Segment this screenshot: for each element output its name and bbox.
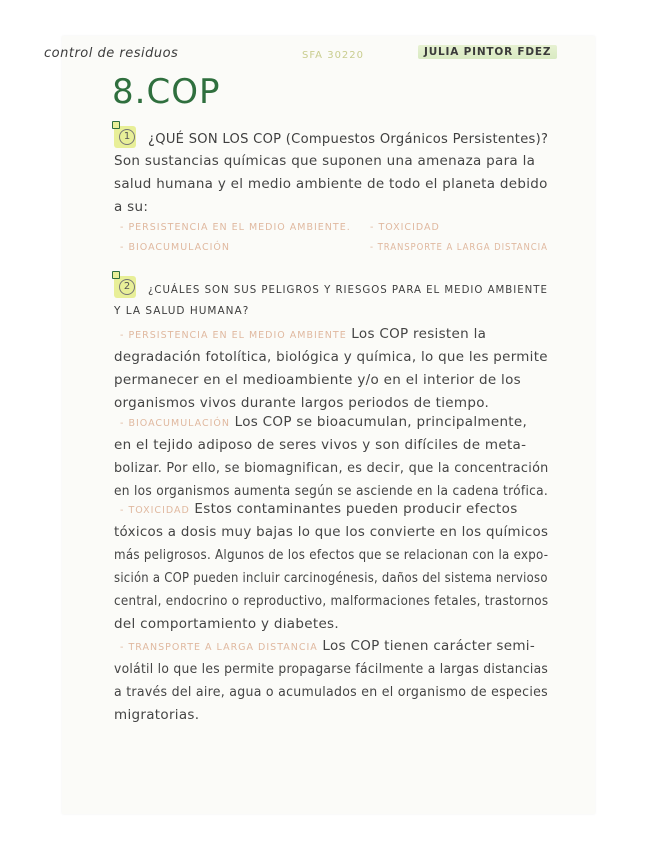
title-number: 8	[112, 72, 135, 112]
bookmark-icon	[112, 121, 120, 129]
paragraph-line: en el tejido adiposo de seres vivos y son difíciles de meta-	[114, 437, 527, 453]
q1-answer-line: a su:	[114, 199, 149, 215]
paragraph-lead	[120, 638, 535, 654]
title-dot: .	[134, 72, 147, 112]
q1-bullet: - TOXICIDAD	[370, 222, 440, 233]
paragraph-line: del comportamiento y diabetes.	[114, 616, 339, 632]
q1-bullet: - BIOACUMULACIÓN	[120, 242, 231, 253]
question-2-title-cont: Y LA SALUD HUMANA?	[114, 305, 250, 317]
paragraph-line: organismos vivos durante largos periodos de tiempo.	[114, 395, 490, 411]
paragraph-line: permanecer en el medioambiente y/o en el interior de los	[114, 372, 521, 388]
question-1-title: ¿QUÉ SON LOS COP (Compuestos Orgánicos Persistentes)?	[148, 131, 549, 147]
question-1-badge	[114, 126, 136, 148]
paragraph-line: a través del aire, agua o acumulados en el organismo de especies	[114, 684, 548, 700]
q1-bullet: - PERSISTENCIA EN EL MEDIO AMBIENTE.	[120, 222, 351, 233]
paragraph-tag: - BIOACUMULACIÓN	[120, 418, 231, 429]
paragraph-text: Estos contaminantes pueden producir efectos	[189, 501, 518, 517]
paragraph-tag: - TOXICIDAD	[120, 505, 190, 516]
question-2-badge	[114, 276, 136, 298]
paragraph-line: degradación fotolítica, biológica y química, lo que les permite	[114, 349, 548, 365]
paragraph-text: Los COP resisten la	[346, 326, 487, 342]
paragraph-line: central, endocrino o reproductivo, malformaciones fetales, trastornos	[114, 593, 549, 609]
paragraph-lead	[120, 414, 527, 430]
paragraph-line: tóxicos a dosis muy bajas lo que los convierte en los químicos	[114, 524, 549, 540]
course-code: SFA 30220	[302, 50, 365, 61]
subject-heading: control de residuos	[44, 46, 179, 61]
paragraph-line: bolizar. Por ello, se biomagnifican, es decir, que la concentración	[114, 460, 549, 476]
question-number: 1	[119, 129, 135, 145]
paragraph-tag: - TRANSPORTE A LARGA DISTANCIA	[120, 642, 318, 653]
paragraph-line: migratorias.	[114, 707, 200, 723]
paragraph-lead	[120, 501, 518, 517]
q1-answer-line: Son sustancias químicas que suponen una amenaza para la	[114, 153, 536, 169]
page-title	[112, 72, 220, 112]
paragraph-text: Los COP se bioacumulan, principalmente,	[230, 414, 528, 430]
bookmark-icon	[112, 271, 120, 279]
paragraph-line: volátil lo que les permite propagarse fácilmente a largas distancias	[114, 661, 549, 677]
question-2-title: ¿CUÁLES SON SUS PELIGROS Y RIESGOS PARA EL MEDIO AMBIENTE	[148, 284, 548, 296]
paragraph-text: Los COP tienen carácter semi-	[317, 638, 536, 654]
q1-answer-line: salud humana y el medio ambiente de todo el planeta debido	[114, 176, 548, 192]
question-number: 2	[119, 279, 135, 295]
paragraph-tag: - PERSISTENCIA EN EL MEDIO AMBIENTE	[120, 330, 347, 341]
author-name: JULIA PINTOR FDEZ	[418, 45, 557, 59]
paragraph-line: sición a COP pueden incluir carcinogénesis, daños del sistema nervioso	[114, 570, 548, 586]
paragraph-lead	[120, 326, 486, 342]
title-text: COP	[146, 72, 221, 112]
paragraph-line: en los organismos aumenta según se asciende en la cadena trófica.	[114, 483, 549, 499]
q1-bullet: - TRANSPORTE A LARGA DISTANCIA	[370, 242, 548, 253]
paragraph-line: más peligrosos. Algunos de los efectos que se relacionan con la expo-	[114, 547, 549, 563]
